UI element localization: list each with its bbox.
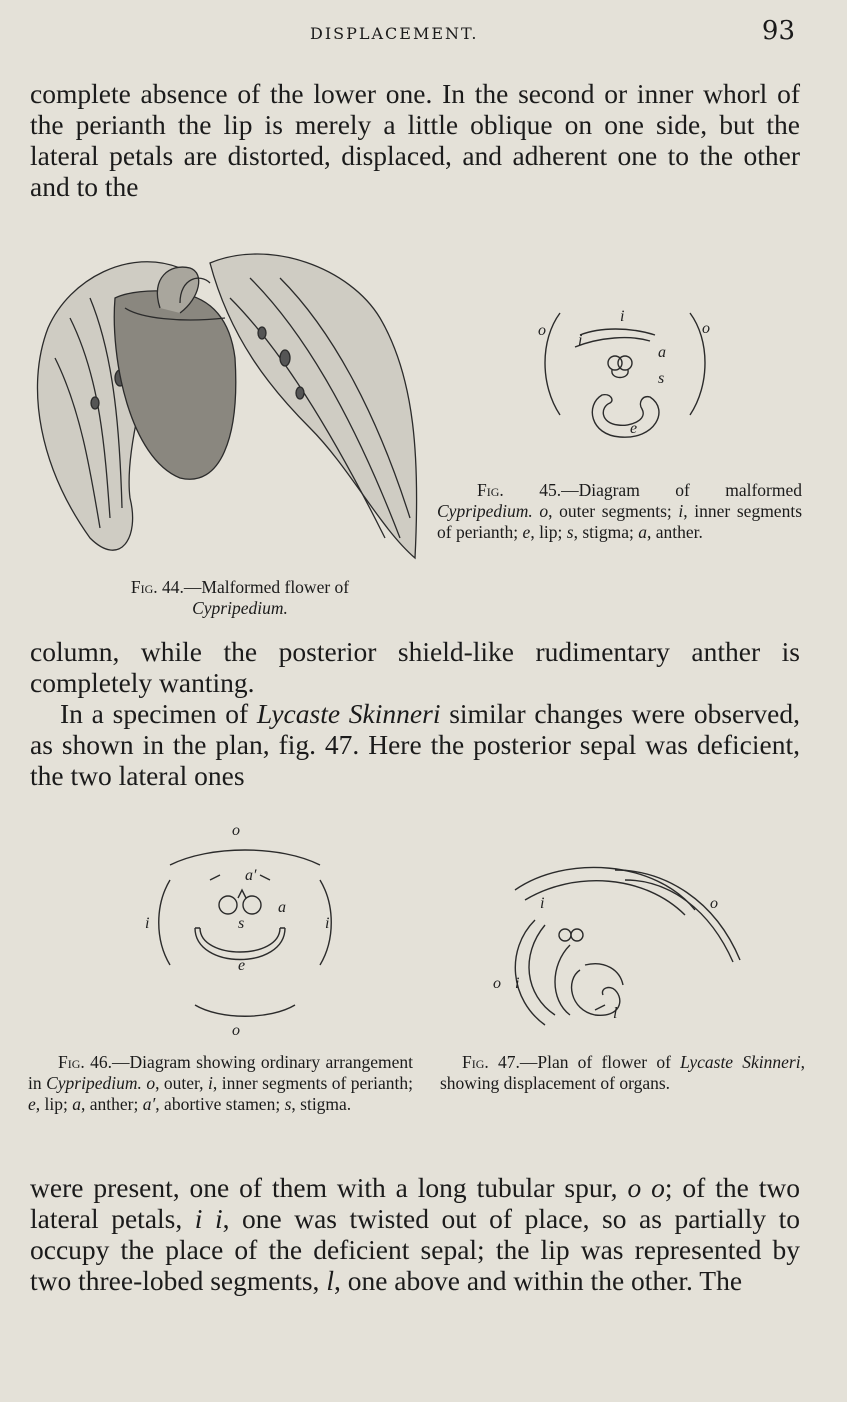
fig47-letter-i-left: i (515, 975, 520, 992)
fig45-caption-part: , outer segments; (548, 501, 679, 521)
paragraph-3 (30, 698, 800, 791)
paragraph-3-text: In a specimen of (60, 698, 257, 729)
fig46-letter-e: e (238, 957, 246, 974)
fig47-caption-part: , showing displacement of organs. (440, 1052, 805, 1093)
fig45-diagram (530, 305, 720, 450)
paragraph-3-text: similar changes were observed, as shown in the plan, fig. 47. Here the posterior sepal was deficient, the two lateral ones (30, 698, 800, 791)
fig46-caption-part: , lip; (35, 1094, 73, 1114)
fig47-letter-o-left: o (493, 975, 501, 992)
fig47-letter-l: l (613, 1005, 618, 1022)
fig46-letter-i-left: i (145, 915, 150, 932)
fig46-caption (28, 1052, 413, 1115)
fig45-key-i: i (678, 501, 684, 521)
fig47-label: Fig. 47. (462, 1052, 520, 1072)
fig45-caption-part: , inner segments of perianth; (437, 501, 802, 542)
paragraph-4-part: ; of the two lateral petals, (30, 1172, 800, 1234)
paragraph-2-text: column, while the posterior shield-like rudimentary anther is completely wanting. (30, 636, 800, 698)
fig46-letter-o-top: o (232, 822, 240, 839)
fig46-caption-part: —Diagram showing ordinary arrangement in (28, 1052, 413, 1093)
fig45-key-o: o (539, 501, 549, 521)
fig44-caption-text: —Malformed flower of (183, 577, 350, 597)
fig47-species: Lycaste Skinneri (680, 1052, 801, 1072)
fig45-letter-a: a (658, 344, 666, 361)
fig46-key-i: i (208, 1073, 213, 1093)
species-name: Lycaste Skinneri (256, 698, 441, 729)
paragraph-4-text (30, 1172, 800, 1296)
fig45-letter-o-left: o (538, 322, 546, 339)
fig46-caption-part: , outer, (155, 1073, 208, 1093)
fig46-letter-o-bottom: o (232, 1022, 240, 1039)
fig45-letter-i-left: i (578, 332, 583, 349)
fig45-letter-e: e (630, 420, 638, 437)
fig46-caption-part: , stigma. (291, 1094, 352, 1114)
fig44-genus: Cypripedium. (192, 598, 288, 618)
fig47-letter-i-top: i (540, 895, 545, 912)
fig45-key-s: s (566, 522, 574, 542)
fig44-caption (70, 577, 410, 619)
fig46-key-e: e (28, 1094, 36, 1114)
fig47-diagram (485, 850, 775, 1045)
fig46-letter-a: a (278, 899, 286, 916)
fig46-letter-i-right: i (325, 915, 330, 932)
fig45-label: Fig. 45. (477, 480, 562, 500)
fig45-key-e: e (522, 522, 531, 542)
fig45-key-a: a (638, 522, 647, 542)
fig46-genus: Cypripedium. (46, 1073, 142, 1093)
label-oo: o o (627, 1172, 665, 1203)
label-ii: i i (194, 1203, 223, 1234)
fig46-diagram (140, 820, 350, 1040)
fig46-letter-s: s (238, 915, 245, 932)
fig45-genus: Cypripedium. (437, 501, 533, 521)
paragraph-1 (30, 78, 800, 202)
label-l: l (326, 1265, 334, 1296)
fig45-caption-part: —Diagram of malformed (561, 480, 802, 500)
fig47-caption-part: —Plan of flower of (519, 1052, 681, 1072)
fig46-label: Fig. 46. (58, 1052, 113, 1072)
fig46-letter-a-prime: a′ (245, 867, 257, 884)
fig46-caption-part: , anther; (81, 1094, 143, 1114)
fig45-letter-i-top: i (620, 308, 625, 325)
paragraph-4 (30, 1172, 800, 1296)
fig46-key-o: o (146, 1073, 156, 1093)
paragraph-4-part: , one above and within the other. The (333, 1265, 743, 1296)
paragraph-4-part: , one was twisted out of place, so as partially to occupy the place of the deficient sepal; the lip was represented by two three-lobed segments, (30, 1203, 800, 1296)
paragraph-1-text: complete absence of the lower one. In the second or inner whorl of the perianth the lip is merely a little oblique on one side, but the lateral petals are distorted, displaced, and adherent one to the other and to the (30, 78, 800, 202)
fig47-letter-o-right: o (710, 895, 718, 912)
fig45-letter-s: s (658, 370, 665, 387)
fig46-caption-part: , inner segments of perianth; (212, 1073, 413, 1093)
fig46-caption-part: , abortive stamen; (155, 1094, 285, 1114)
fig47-caption (440, 1052, 805, 1094)
fig44-malformed-flower-illustration (30, 238, 425, 573)
fig46-key-s: s (284, 1094, 292, 1114)
page-number: 93 (761, 16, 795, 46)
fig45-letter-o-right: o (702, 320, 710, 337)
paragraph-2 (30, 636, 800, 791)
fig44-label: Fig. 44. (130, 577, 184, 597)
fig45-caption (437, 480, 802, 543)
fig45-caption-part: , lip; (530, 522, 567, 542)
fig46-key-a: a (72, 1094, 81, 1114)
fig46-key-a-prime: a′ (142, 1094, 156, 1114)
fig45-caption-part: , stigma; (573, 522, 639, 542)
fig45-caption-part: , anther. (647, 522, 703, 542)
running-head: DISPLACEMENT. (310, 24, 479, 43)
paragraph-4-part: were present, one of them with a long tubular spur, (30, 1172, 628, 1203)
